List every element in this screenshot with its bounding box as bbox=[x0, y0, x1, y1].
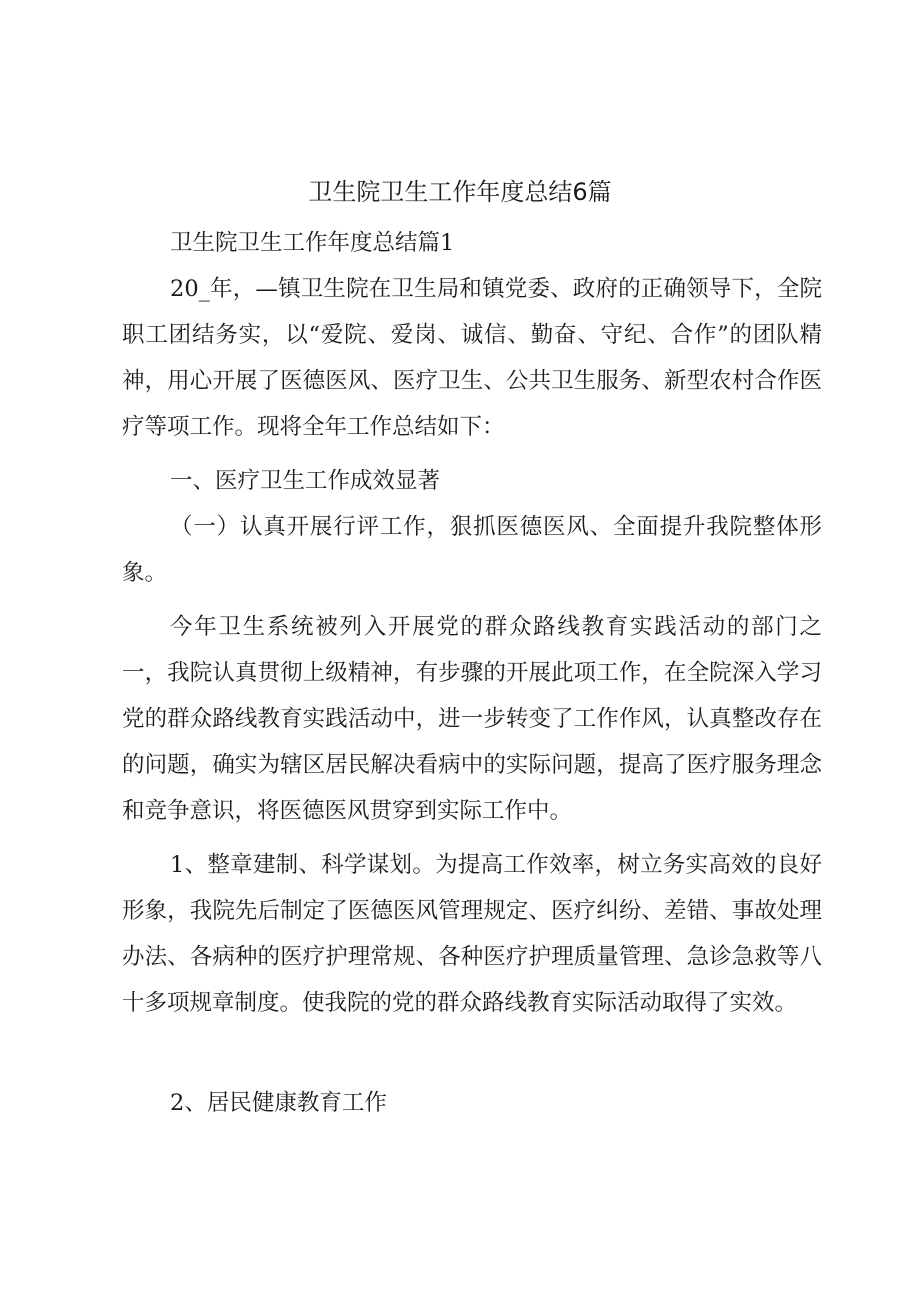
paragraph-mass-line-education: 今年卫生系统被列入开展党的群众路线教育实践活动的部门之一，我院认真贯彻上级精神，有步骤的开展此项工作，在全院深入学习党的群众路线教育实践活动中，进一步转变了工作作风，认真整改存在的问题，确实为辖区居民解决看病中的实际问题，提高了医疗服务理念和竞争意识，将医德医风贯穿到实际工作中。 bbox=[122, 614, 822, 824]
subheading-evaluation-work: （一）认真开展行评工作，狠抓医德医风、全面提升我院整体形象。 bbox=[122, 514, 822, 586]
heading-medical-work: 一、医疗卫生工作成效显著 bbox=[170, 468, 441, 494]
heading-health-education: 2、居民健康教育工作 bbox=[170, 1090, 387, 1116]
section-heading-part-1: 卫生院卫生工作年度总结篇1 bbox=[170, 230, 455, 256]
document-title: 卫生院卫生工作年度总结6篇 bbox=[308, 178, 612, 206]
paragraph-regulations: 1、整章建制、科学谋划。为提高工作效率，树立务实高效的良好形象，我院先后制定了医德医风管理规定、医疗纠纷、差错、事故处理办法、各病种的医疗护理常规、各种医疗护理质量管理、急诊急救等八十多项规章制度。使我院的党的群众路线教育实际活动取得了实效。 bbox=[122, 852, 822, 1016]
intro-paragraph: 20_年，—镇卫生院在卫生局和镇党委、政府的正确领导下，全院职工团结务实，以“爱院、爱岗、诚信、勤奋、守纪、合作”的团队精神，用心开展了医德医风、医疗卫生、公共卫生服务、新型农村合作医疗等项工作。现将全年工作总结如下： bbox=[122, 276, 822, 440]
